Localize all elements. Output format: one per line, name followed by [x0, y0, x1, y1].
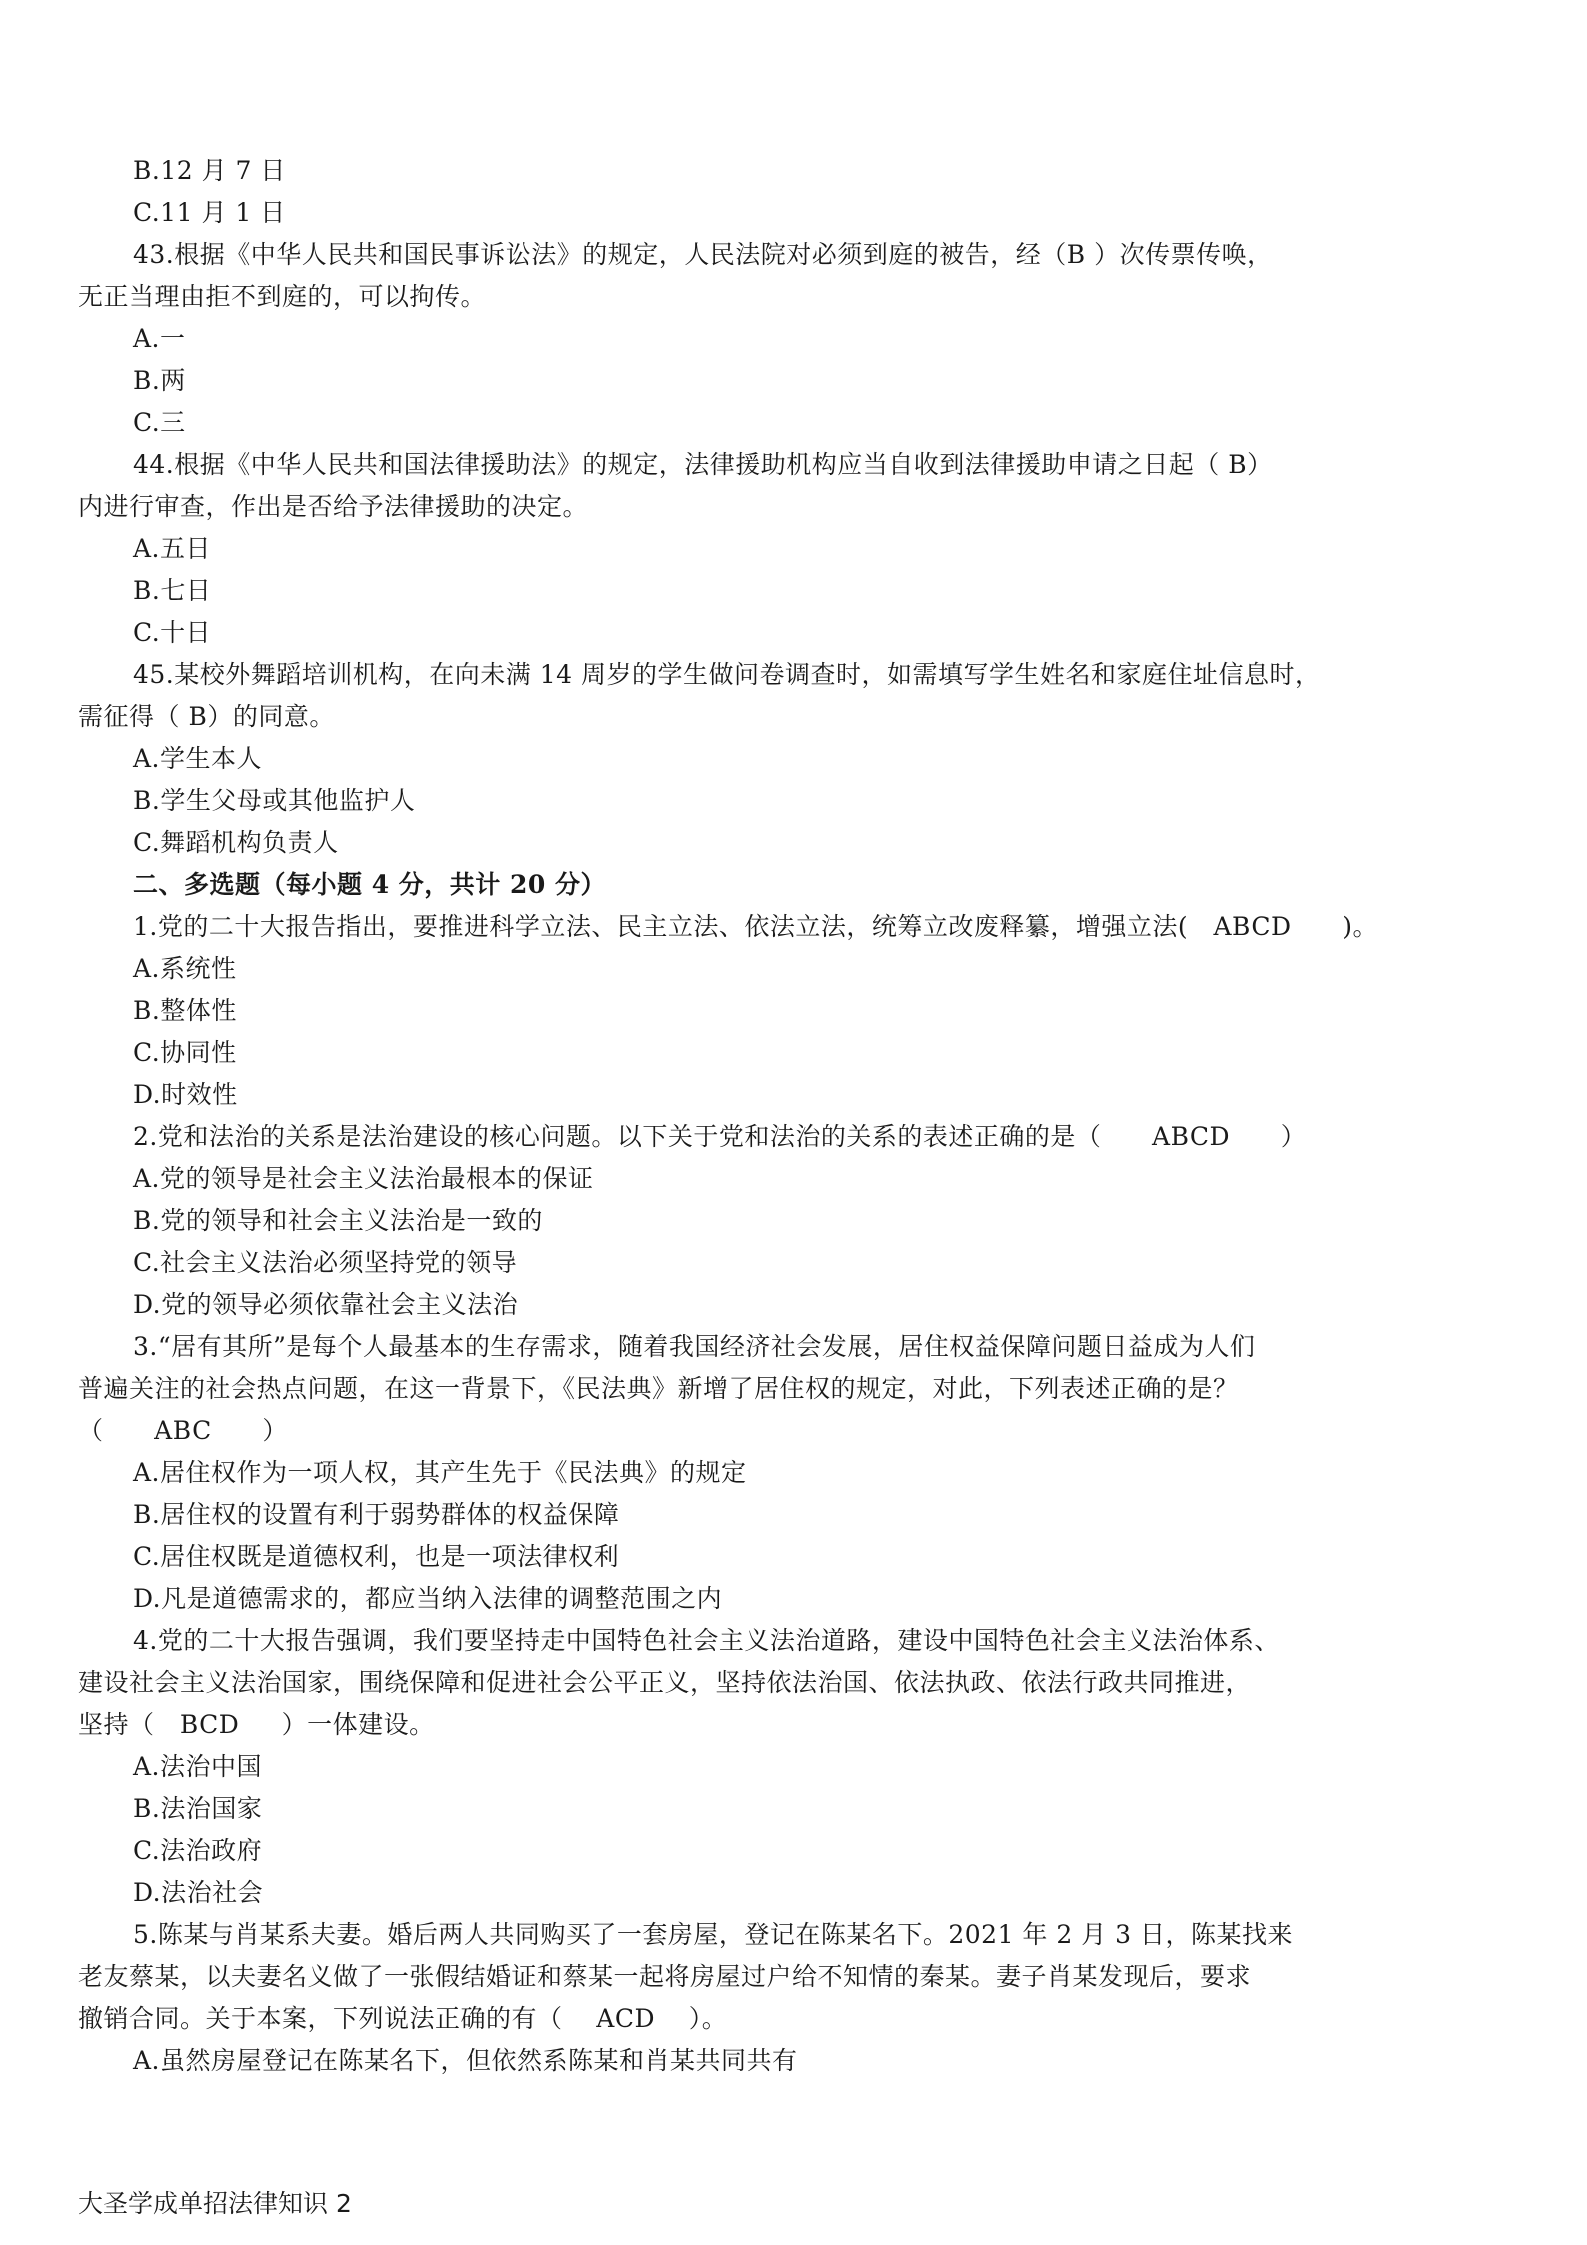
option-line: D.党的领导必须依靠社会主义法治	[133, 1290, 519, 1319]
section-heading: 二、多选题（每小题 4 分，共计 20 分）	[133, 870, 607, 899]
question-line: 坚持（ BCD ）一体建设。	[78, 1710, 435, 1739]
option-line: A.五日	[133, 534, 212, 563]
question-line: 45.某校外舞蹈培训机构，在向未满 14 周岁的学生做问卷调查时，如需填写学生姓名和家庭住址信息时，	[133, 660, 1321, 689]
question-line: 无正当理由拒不到庭的，可以拘传。	[78, 282, 487, 311]
option-line: A.居住权作为一项人权，其产生先于《民法典》的规定	[133, 1458, 747, 1487]
option-line: C.十日	[133, 618, 212, 647]
option-line: C.三	[133, 408, 186, 437]
question-line: 43.根据《中华人民共和国民事诉讼法》的规定，人民法院对必须到庭的被告，经（B ）次传票传唤，	[133, 240, 1273, 269]
question-line: 2.党和法治的关系是法治建设的核心问题。以下关于党和法治的关系的表述正确的是（ ABCD ）	[133, 1122, 1307, 1151]
option-line: A.一	[133, 324, 186, 353]
option-line: D.法治社会	[133, 1878, 264, 1907]
question-line: 44.根据《中华人民共和国法律援助法》的规定，法律援助机构应当自收到法律援助申请之日起（ B）	[133, 450, 1273, 479]
option-line: A.法治中国	[133, 1752, 263, 1781]
page-footer: 大圣学成单招法律知识 2	[78, 2189, 352, 2218]
option-line: B.七日	[133, 576, 212, 605]
option-line: C.法治政府	[133, 1836, 263, 1865]
question-line: 3.“居有其所”是每个人最基本的生存需求，随着我国经济社会发展，居住权益保障问题日益成为人们	[133, 1332, 1256, 1361]
option-line: C.协同性	[133, 1038, 237, 1067]
question-line: 老友蔡某，以夫妻名义做了一张假结婚证和蔡某一起将房屋过户给不知情的秦某。妻子肖某发现后，要求	[78, 1962, 1252, 1991]
option-line: A.党的领导是社会主义法治最根本的保证	[133, 1164, 594, 1193]
option-line: B.两	[133, 366, 186, 395]
option-line: A.系统性	[133, 954, 237, 983]
option-line: C.舞蹈机构负责人	[133, 828, 339, 857]
option-line: B.居住权的设置有利于弱势群体的权益保障	[133, 1500, 620, 1529]
option-line: B.12 月 7 日	[133, 156, 286, 185]
option-line: C.社会主义法治必须坚持党的领导	[133, 1248, 518, 1277]
option-line: B.整体性	[133, 996, 237, 1025]
question-line: 需征得（ B）的同意。	[78, 702, 335, 731]
question-line: 撤销合同。关于本案，下列说法正确的有（ ACD ）。	[78, 2004, 728, 2033]
option-line: A.虽然房屋登记在陈某名下，但依然系陈某和肖某共同共有	[133, 2046, 798, 2075]
option-line: B.学生父母或其他监护人	[133, 786, 416, 815]
option-line: A.学生本人	[133, 744, 263, 773]
question-line: 4.党的二十大报告强调，我们要坚持走中国特色社会主义法治道路，建设中国特色社会主义法治体系、	[133, 1626, 1280, 1655]
option-line: B.法治国家	[133, 1794, 263, 1823]
option-line: D.凡是道德需求的，都应当纳入法律的调整范围之内	[133, 1584, 723, 1613]
option-line: C.居住权既是道德权利，也是一项法律权利	[133, 1542, 620, 1571]
option-line: C.11 月 1 日	[133, 198, 286, 227]
option-line: D.时效性	[133, 1080, 238, 1109]
question-line: 普遍关注的社会热点问题，在这一背景下，《民法典》新增了居住权的规定，对此，下列表述正确的是？	[78, 1374, 1239, 1403]
question-line: 5.陈某与肖某系夫妻。婚后两人共同购买了一套房屋，登记在陈某名下。2021 年 2 月 3 日，陈某找来	[133, 1920, 1294, 1949]
question-line: 内进行审查，作出是否给予法律援助的决定。	[78, 492, 589, 521]
question-line: 建设社会主义法治国家，围绕保障和促进社会公平正义，坚持依法治国、依法执政、依法行政共同推进，	[78, 1668, 1252, 1697]
option-line: B.党的领导和社会主义法治是一致的	[133, 1206, 543, 1235]
question-line: 1.党的二十大报告指出，要推进科学立法、民主立法、依法立法，统筹立改废释纂，增强立法( ABCD )。	[133, 912, 1378, 941]
answer-line: （ ABC ）	[78, 1416, 288, 1445]
